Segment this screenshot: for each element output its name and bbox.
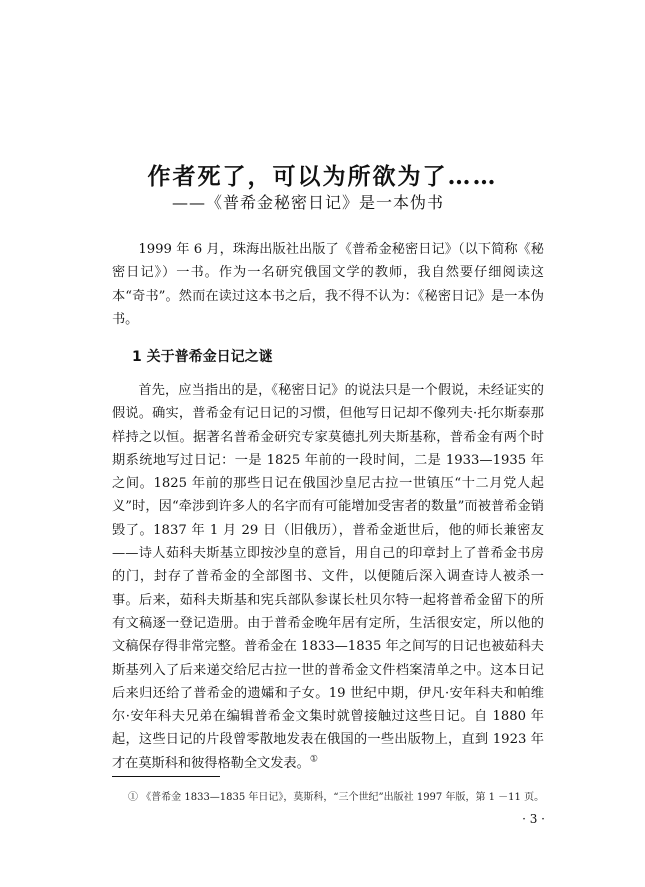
footnote-marker: ①: [309, 754, 318, 765]
article-title: 作者死了，可以为所欲为了……: [147, 163, 498, 190]
paragraph-body: [112, 379, 544, 775]
article-subtitle: ——《普希金秘密日记》是一本伪书: [172, 193, 445, 212]
section-heading: 1 关于普希金日记之谜: [132, 349, 273, 365]
footnote-divider: [112, 776, 220, 777]
paragraph-body-text: 首先，应当指出的是，《秘密日记》的说法只是一个假说，未经证实的假说。确实，普希金有记日记的习惯，但他写日记却不像列夫·托尔斯泰那样持之以恒。据著名普希金研究专家莫德扎列夫斯基称，普希金有两个时期系统地写过日记：一是 1825 年前的一段时间，二是 1933—1935 年之间。1825 年前的那些日记在俄国沙皇尼古拉一世镇压“十二月党人起义”时，因“牵涉到许多人的名字而有可能增加受害者的数量”而被普希金销毁了。1837 年 1 月 29 日（旧俄历），普希金逝世后，他的师长兼密友——诗人茹科夫斯基立即按沙皇的意旨，用自己的印章封上了普希金书房的门，封存了普希金的全部图书、文件，以便随后深入调查诗人被杀一事。后来，茹科夫斯基和宪兵部队参谋长杜贝尔特一起将普希金留下的所有文稿逐一登记造册。由于普希金晚年居有定所，生活很安定，所以他的文稿保存得非常完整。普希金在 1833—1835 年之间写的日记也被茹科夫斯基列入了后来递交给尼古拉一世的普希金文件档案清单之中。这本日记后来归还给了普希金的遗孀和子女。19 世纪中期，伊凡·安年科夫和帕维尔·安年科夫兄弟在编辑普希金文集时就曾接触过这些日记。自 1880 年起，这些日记的片段曾零散地发表在俄国的一些出版物上，直到 1923 年才在莫斯科和彼得格勒全文发表。: [112, 383, 544, 771]
page-number: · 3 ·: [522, 812, 545, 826]
paragraph-intro: 1999 年 6 月，珠海出版社出版了《普希金秘密日记》（以下简称《秘密日记》）一书。作为一名研究俄国文学的教师，我自然要仔细阅读这本“奇书”。然而在读过这本书之后，我不得不认为：《秘密日记》是一本伪书。: [112, 242, 544, 327]
footnote-text: ① 《普希金 1833—1835 年日记》，莫斯科，“三个世纪”出版社 1997 年版，第 1 －11 页。: [128, 792, 545, 803]
